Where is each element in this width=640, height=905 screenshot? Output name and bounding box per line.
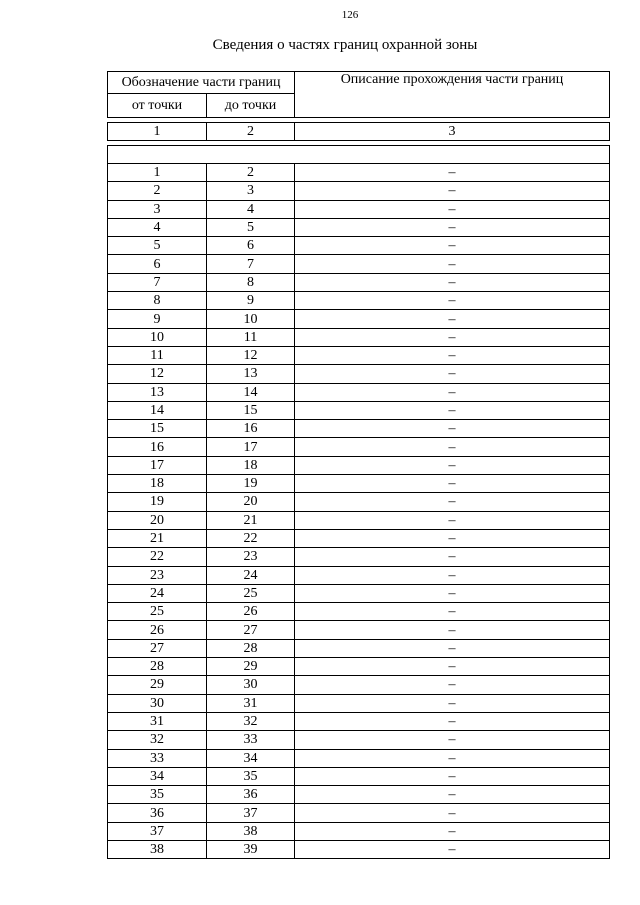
- description-cell: –: [295, 804, 610, 822]
- description-cell: –: [295, 493, 610, 511]
- table-row: [108, 639, 610, 657]
- point-to-cell: 24: [207, 566, 295, 584]
- point-from-cell: 33: [108, 749, 207, 767]
- point-from-cell: 34: [108, 767, 207, 785]
- point-from-cell: 36: [108, 804, 207, 822]
- table-row: [108, 840, 610, 858]
- point-to-cell: 22: [207, 529, 295, 547]
- point-to-cell: 21: [207, 511, 295, 529]
- table-row: [108, 182, 610, 200]
- table-row: [108, 676, 610, 694]
- table-row: [108, 237, 610, 255]
- point-to-cell: 34: [207, 749, 295, 767]
- point-to-cell: 2: [207, 164, 295, 182]
- point-to-cell: 23: [207, 548, 295, 566]
- description-cell: –: [295, 694, 610, 712]
- table-header: [108, 72, 610, 164]
- point-to-cell: 7: [207, 255, 295, 273]
- table-row: [108, 584, 610, 602]
- point-to-cell: 11: [207, 328, 295, 346]
- description-cell: –: [295, 822, 610, 840]
- point-from-cell: 32: [108, 731, 207, 749]
- header-description: Описание прохождения части границ: [295, 72, 610, 118]
- point-from-cell: 12: [108, 365, 207, 383]
- table-row: [108, 218, 610, 236]
- point-from-cell: 14: [108, 401, 207, 419]
- description-cell: –: [295, 310, 610, 328]
- table-row: [108, 273, 610, 291]
- point-from-cell: 24: [108, 584, 207, 602]
- point-from-cell: 2: [108, 182, 207, 200]
- table-row: [108, 767, 610, 785]
- point-to-cell: 5: [207, 218, 295, 236]
- point-from-cell: 8: [108, 292, 207, 310]
- point-to-cell: 8: [207, 273, 295, 291]
- point-from-cell: 37: [108, 822, 207, 840]
- point-from-cell: 4: [108, 218, 207, 236]
- header-from-point: от точки: [108, 94, 207, 118]
- point-to-cell: 13: [207, 365, 295, 383]
- table-row: [108, 566, 610, 584]
- point-from-cell: 10: [108, 328, 207, 346]
- point-from-cell: 19: [108, 493, 207, 511]
- point-from-cell: 15: [108, 420, 207, 438]
- description-cell: –: [295, 346, 610, 364]
- point-from-cell: 18: [108, 475, 207, 493]
- table-body: [108, 164, 610, 859]
- description-cell: –: [295, 182, 610, 200]
- description-cell: –: [295, 273, 610, 291]
- table-row: [108, 456, 610, 474]
- point-from-cell: 25: [108, 603, 207, 621]
- point-from-cell: 13: [108, 383, 207, 401]
- point-to-cell: 30: [207, 676, 295, 694]
- point-from-cell: 20: [108, 511, 207, 529]
- description-cell: –: [295, 255, 610, 273]
- header-to-point: до точки: [207, 94, 295, 118]
- table-row: [108, 438, 610, 456]
- table-row: [108, 786, 610, 804]
- table-row: [108, 694, 610, 712]
- table-row: [108, 310, 610, 328]
- document-title: Сведения о частях границ охранной зоны: [212, 37, 478, 53]
- table-row: [108, 603, 610, 621]
- description-cell: –: [295, 603, 610, 621]
- section-label-row: [108, 146, 610, 164]
- description-cell: –: [295, 749, 610, 767]
- point-from-cell: 16: [108, 438, 207, 456]
- table-row: [108, 200, 610, 218]
- point-from-cell: 22: [108, 548, 207, 566]
- table-row: [108, 328, 610, 346]
- point-to-cell: 9: [207, 292, 295, 310]
- table-row: [108, 401, 610, 419]
- point-to-cell: 17: [207, 438, 295, 456]
- column-number-3: 3: [295, 123, 610, 141]
- point-to-cell: 36: [207, 786, 295, 804]
- point-to-cell: 3: [207, 182, 295, 200]
- header-boundary-designation: Обозначение части границ: [108, 72, 295, 94]
- description-cell: –: [295, 237, 610, 255]
- table-row: [108, 255, 610, 273]
- point-to-cell: 29: [207, 658, 295, 676]
- point-to-cell: 26: [207, 603, 295, 621]
- description-cell: –: [295, 401, 610, 419]
- point-to-cell: 10: [207, 310, 295, 328]
- point-from-cell: 23: [108, 566, 207, 584]
- point-from-cell: 28: [108, 658, 207, 676]
- description-cell: –: [295, 438, 610, 456]
- page-number: 126: [341, 9, 359, 21]
- description-cell: –: [295, 292, 610, 310]
- description-cell: –: [295, 383, 610, 401]
- point-to-cell: 20: [207, 493, 295, 511]
- point-to-cell: 28: [207, 639, 295, 657]
- point-from-cell: 6: [108, 255, 207, 273]
- point-to-cell: 19: [207, 475, 295, 493]
- point-to-cell: 16: [207, 420, 295, 438]
- table-row: [108, 712, 610, 730]
- table-row: [108, 548, 610, 566]
- table-row: [108, 493, 610, 511]
- description-cell: –: [295, 639, 610, 657]
- point-to-cell: 4: [207, 200, 295, 218]
- point-to-cell: 39: [207, 840, 295, 858]
- point-to-cell: 35: [207, 767, 295, 785]
- point-from-cell: 31: [108, 712, 207, 730]
- boundary-parts-table: [107, 71, 610, 859]
- description-cell: –: [295, 529, 610, 547]
- table-row: [108, 383, 610, 401]
- table-row: [108, 346, 610, 364]
- description-cell: –: [295, 731, 610, 749]
- point-to-cell: 32: [207, 712, 295, 730]
- table-row: [108, 822, 610, 840]
- table-row: [108, 511, 610, 529]
- point-from-cell: 21: [108, 529, 207, 547]
- description-cell: –: [295, 658, 610, 676]
- description-cell: –: [295, 676, 610, 694]
- description-cell: –: [295, 420, 610, 438]
- point-to-cell: 14: [207, 383, 295, 401]
- description-cell: –: [295, 767, 610, 785]
- point-from-cell: 35: [108, 786, 207, 804]
- table-row: [108, 658, 610, 676]
- description-cell: –: [295, 200, 610, 218]
- description-cell: –: [295, 456, 610, 474]
- point-to-cell: 33: [207, 731, 295, 749]
- point-to-cell: 37: [207, 804, 295, 822]
- point-from-cell: 29: [108, 676, 207, 694]
- description-cell: –: [295, 475, 610, 493]
- description-cell: –: [295, 548, 610, 566]
- point-from-cell: 17: [108, 456, 207, 474]
- point-from-cell: 11: [108, 346, 207, 364]
- table-row: [108, 292, 610, 310]
- table-row: [108, 475, 610, 493]
- table-row: [108, 621, 610, 639]
- point-from-cell: 9: [108, 310, 207, 328]
- point-to-cell: 15: [207, 401, 295, 419]
- point-from-cell: 1: [108, 164, 207, 182]
- point-from-cell: 27: [108, 639, 207, 657]
- point-to-cell: 31: [207, 694, 295, 712]
- point-from-cell: 26: [108, 621, 207, 639]
- description-cell: –: [295, 566, 610, 584]
- point-to-cell: 27: [207, 621, 295, 639]
- description-cell: –: [295, 218, 610, 236]
- table-row: [108, 164, 610, 182]
- point-to-cell: 25: [207, 584, 295, 602]
- point-from-cell: 7: [108, 273, 207, 291]
- point-to-cell: 38: [207, 822, 295, 840]
- point-from-cell: 38: [108, 840, 207, 858]
- column-number-2: 2: [207, 123, 295, 141]
- description-cell: –: [295, 584, 610, 602]
- table-row: [108, 529, 610, 547]
- table-row: [108, 804, 610, 822]
- description-cell: –: [295, 840, 610, 858]
- point-from-cell: 3: [108, 200, 207, 218]
- point-to-cell: 12: [207, 346, 295, 364]
- description-cell: –: [295, 164, 610, 182]
- table-row: [108, 731, 610, 749]
- point-to-cell: 6: [207, 237, 295, 255]
- table-row: [108, 749, 610, 767]
- point-from-cell: 30: [108, 694, 207, 712]
- description-cell: –: [295, 621, 610, 639]
- point-to-cell: 18: [207, 456, 295, 474]
- description-cell: –: [295, 328, 610, 346]
- description-cell: –: [295, 511, 610, 529]
- description-cell: –: [295, 712, 610, 730]
- description-cell: –: [295, 365, 610, 383]
- point-from-cell: 5: [108, 237, 207, 255]
- table-row: [108, 365, 610, 383]
- column-number-1: 1: [108, 123, 207, 141]
- description-cell: –: [295, 786, 610, 804]
- table-row: [108, 420, 610, 438]
